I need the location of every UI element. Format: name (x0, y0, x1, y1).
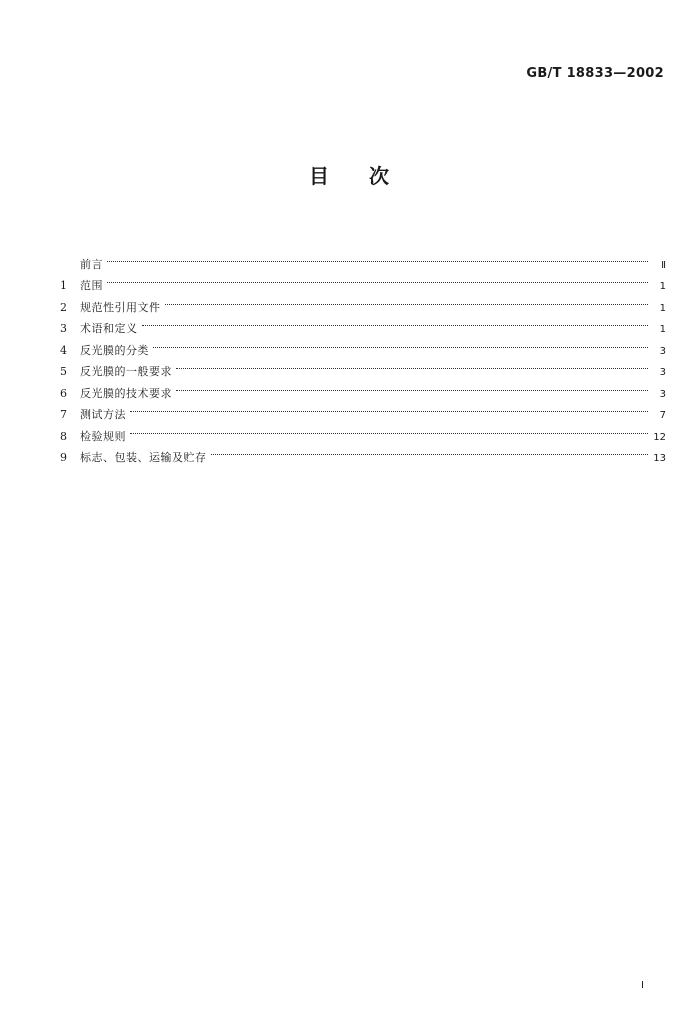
toc-entry-number: 2 (60, 300, 67, 314)
toc-dot-leader (176, 375, 648, 397)
table-of-contents (60, 246, 666, 464)
toc-entry-title: 检验规则 (80, 429, 126, 443)
toc-entry-number: 3 (60, 322, 67, 335)
toc-entry-title: 反光膜的一般要求 (80, 365, 172, 378)
toc-entry-page: 3 (659, 345, 666, 357)
toc-entry-number: 9 (60, 451, 67, 464)
toc-entry-page: 1 (659, 302, 666, 314)
toc-entry (60, 246, 666, 271)
toc-entry-number: 5 (60, 365, 67, 378)
toc-entry-title: 前言 (80, 257, 103, 271)
toc-entry-title: 反光膜的分类 (80, 343, 149, 357)
toc-entry-title: 规范性引用文件 (80, 300, 161, 314)
toc-entry-number: 6 (60, 386, 67, 400)
toc-dot-leader (176, 354, 648, 376)
toc-entry (60, 268, 666, 290)
toc-entry-title: 术语和定义 (80, 322, 138, 335)
toc-dot-leader (165, 289, 649, 311)
toc-entry (60, 418, 666, 443)
toc-entry (60, 332, 666, 357)
standard-number: GB/T 18833—2002 (526, 66, 664, 81)
toc-entry (60, 440, 666, 462)
toc-heading: 目次 (309, 164, 429, 188)
toc-entry-page: 3 (659, 388, 666, 400)
toc-entry-page: 12 (653, 431, 666, 443)
toc-dot-leader (130, 418, 648, 440)
toc-entry-number: 7 (60, 408, 67, 421)
toc-entry-title: 标志、包装、运输及贮存 (80, 451, 207, 464)
toc-entry-page: Ⅱ (661, 259, 666, 271)
toc-entry-page: 7 (659, 410, 666, 421)
toc-entry (60, 311, 666, 333)
toc-entry-page: 3 (659, 367, 666, 378)
toc-entry (60, 289, 666, 314)
toc-entry-title: 测试方法 (80, 408, 126, 421)
toc-entry-title: 反光膜的技术要求 (80, 386, 172, 400)
toc-dot-leader (211, 440, 649, 462)
toc-entry-title: 范围 (80, 279, 103, 292)
toc-entry-number: 1 (60, 279, 67, 292)
toc-entry-page: 13 (653, 453, 666, 464)
toc-dot-leader (142, 311, 649, 333)
page-number: I (641, 980, 644, 991)
toc-dot-leader (153, 332, 648, 354)
toc-entry (60, 397, 666, 419)
toc-dot-leader (130, 397, 648, 419)
toc-entry-number: 8 (60, 429, 67, 443)
toc-entry-page: 1 (659, 324, 666, 335)
toc-dot-leader (107, 246, 648, 268)
toc-dot-leader (107, 268, 648, 290)
toc-entry-page: 1 (659, 281, 666, 292)
toc-entry-number: 4 (60, 343, 67, 357)
